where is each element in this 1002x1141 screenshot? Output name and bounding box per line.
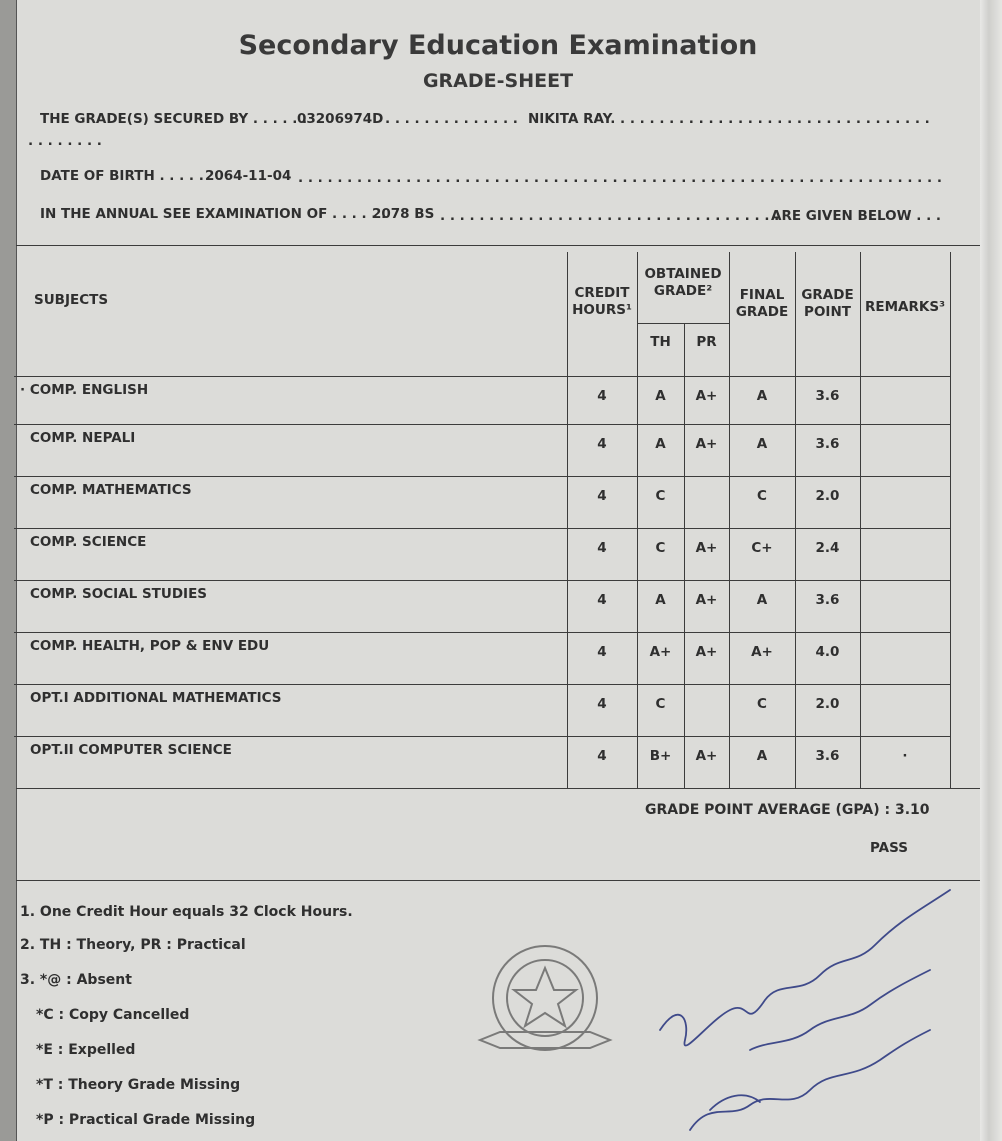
grade-th: A <box>655 387 666 404</box>
grade-pr: A+ <box>695 387 718 404</box>
row-rule <box>14 528 950 529</box>
document-title: Secondary Education Examination <box>238 30 758 61</box>
grade-pr: A+ <box>695 539 718 556</box>
grade-th: C <box>655 539 666 556</box>
grade-pr <box>684 482 729 510</box>
note-theory-missing: *T : Theory Grade Missing <box>36 1077 241 1093</box>
final-grade: C <box>757 487 767 504</box>
document-subtitle: GRADE-SHEET <box>422 70 574 92</box>
subject-name: OPT.II COMPUTER SCIENCE <box>30 742 232 758</box>
subject-name: OPT.I ADDITIONAL MATHEMATICS <box>30 690 282 706</box>
subject-name: COMP. NEPALI <box>30 430 136 446</box>
credit-hours: 4 <box>597 747 607 764</box>
final-grade: C <box>757 695 767 712</box>
secured-by-dots: . . . . . . . . . . . . . . <box>385 111 518 127</box>
row-rule <box>14 476 950 477</box>
exam-suffix: ARE GIVEN BELOW . . . <box>771 208 942 224</box>
subject-name: COMP. MATHEMATICS <box>30 482 192 498</box>
exam-dots: . . . . . . . . . . . . . . . . . . . . . . . . . . . . . . . . . . . <box>440 208 780 224</box>
subject-name: COMP. HEALTH, POP & ENV EDU <box>30 638 270 654</box>
final-grade: A+ <box>751 643 773 660</box>
note-credit-hour: 1. One Credit Hour equals 32 Clock Hours. <box>20 904 353 920</box>
remarks <box>860 430 950 458</box>
table-top-rule <box>16 245 980 246</box>
remarks <box>860 382 950 410</box>
vice-principal-signature <box>650 870 980 1140</box>
credit-hours: 4 <box>597 643 607 660</box>
final-grade: A <box>756 435 768 452</box>
grade-th: A <box>655 435 666 452</box>
column-rule <box>950 252 951 788</box>
secured-by-tail: . . . . . . . . . . . . . . . . . . . . . . . . . . . . . . . . <box>620 111 930 127</box>
note-practical-missing: *P : Practical Grade Missing <box>36 1112 256 1128</box>
row-rule <box>14 376 950 377</box>
grade-pr: A+ <box>695 435 718 452</box>
table-bottom-rule <box>16 788 980 789</box>
header-credit-hours: CREDIT HOURS¹ <box>572 285 632 318</box>
final-grade: A <box>756 747 768 764</box>
grade-th: B+ <box>649 747 672 764</box>
header-obtained-grade: OBTAINED GRADE² <box>644 266 722 299</box>
header-grade-point: GRADE POINT <box>801 287 854 320</box>
grade-pr: A+ <box>695 591 718 608</box>
row-rule <box>14 580 950 581</box>
exam-year: 2078 BS <box>372 206 435 222</box>
secured-by-prefix: THE GRADE(S) SECURED BY . . . . . . <box>40 111 308 127</box>
note-th-pr: 2. TH : Theory, PR : Practical <box>20 937 246 953</box>
grade-point: 2.0 <box>815 695 840 712</box>
credit-hours: 4 <box>597 487 607 504</box>
subject-name: COMP. SOCIAL STUDIES <box>30 586 208 602</box>
result-status: PASS <box>870 840 908 856</box>
header-pr: PR <box>696 333 717 350</box>
grade-point: 3.6 <box>815 747 840 764</box>
grade-point: 3.6 <box>815 387 840 404</box>
grade-point: 2.0 <box>815 487 840 504</box>
grade-pr <box>684 690 729 718</box>
final-grade: A <box>756 591 768 608</box>
remarks <box>860 638 950 666</box>
secured-by-continuation: . . . . . . . . <box>28 133 102 149</box>
dob-prefix: DATE OF BIRTH . . . . . <box>40 168 204 184</box>
remarks <box>860 482 950 510</box>
student-name: NIKITA RAY. <box>528 111 616 127</box>
grade-th: C <box>655 487 666 504</box>
final-grade: C+ <box>751 539 773 556</box>
note-copy-cancelled: *C : Copy Cancelled <box>36 1007 190 1023</box>
remarks <box>860 690 950 718</box>
date-of-birth: 2064-11-04 <box>205 168 292 184</box>
exam-prefix: IN THE ANNUAL SEE EXAMINATION OF . . . . . . <box>40 206 387 222</box>
background-edge <box>980 0 1002 1141</box>
header-remarks: REMARKS³ <box>865 298 945 315</box>
row-rule <box>14 424 950 425</box>
credit-hours: 4 <box>597 539 607 556</box>
subject-name: COMP. SCIENCE <box>30 534 147 550</box>
final-grade: A <box>756 387 768 404</box>
remarks <box>860 586 950 614</box>
dob-tail: . . . . . . . . . . . . . . . . . . . . . . . . . . . . . . . . . . . . . . . . . . . . . . . . . . . . . . . . . . . . . . . . . . <box>298 170 942 186</box>
grade-point: 2.4 <box>815 539 840 556</box>
note-expelled: *E : Expelled <box>36 1042 136 1058</box>
school-stamp-seal <box>470 940 620 1060</box>
grade-th: C <box>655 695 666 712</box>
subject-name: · COMP. ENGLISH <box>20 382 149 398</box>
grade-th: A+ <box>649 643 672 660</box>
remarks: · <box>902 747 908 764</box>
header-subjects: SUBJECTS <box>34 291 109 308</box>
row-rule <box>14 736 950 737</box>
credit-hours: 4 <box>597 591 607 608</box>
grade-point: 3.6 <box>815 435 840 452</box>
grade-point: 3.6 <box>815 591 840 608</box>
grade-th: A <box>655 591 666 608</box>
obtained-grade-divider <box>637 323 729 324</box>
row-rule <box>14 632 950 633</box>
credit-hours: 4 <box>597 695 607 712</box>
grade-pr: A+ <box>695 747 718 764</box>
header-final-grade: FINAL GRADE <box>735 287 789 320</box>
grade-pr: A+ <box>695 643 718 660</box>
header-th: TH <box>650 333 671 350</box>
gpa: GRADE POINT AVERAGE (GPA) : 3.10 <box>645 802 930 818</box>
grade-point: 4.0 <box>815 643 840 660</box>
note-absent: 3. *@ : Absent <box>20 972 132 988</box>
remarks <box>860 534 950 562</box>
credit-hours: 4 <box>597 387 607 404</box>
symbol-number: 03206974D <box>297 111 384 127</box>
row-rule <box>14 684 950 685</box>
credit-hours: 4 <box>597 435 607 452</box>
